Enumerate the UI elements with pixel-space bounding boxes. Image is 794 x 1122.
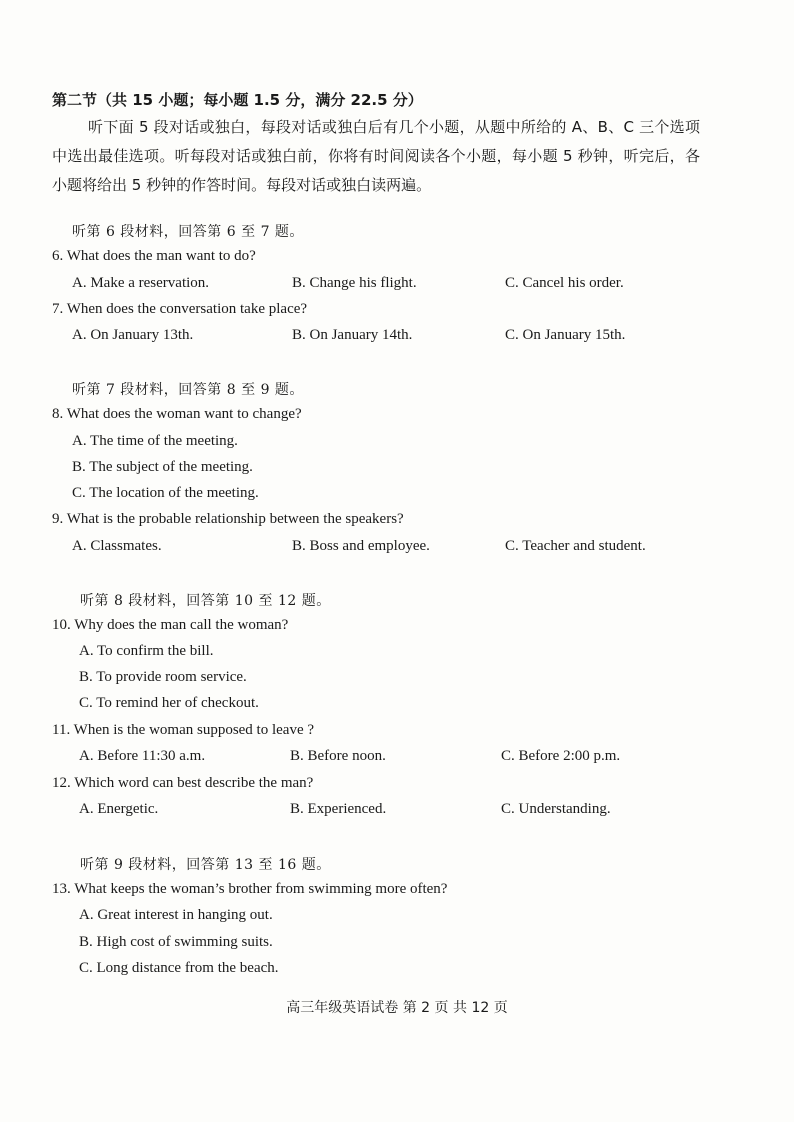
option-7b: B. On January 14th.	[292, 327, 413, 343]
question-10: 10. Why does the man call the woman?	[52, 617, 289, 633]
option-12a: A. Energetic.	[79, 801, 159, 817]
option-11c: C. Before 2:00 p.m.	[501, 748, 621, 764]
option-10c: C. To remind her of checkout.	[79, 695, 259, 711]
question-12: 12. Which word can best describe the man?	[52, 775, 314, 791]
option-8b: B. The subject of the meeting.	[72, 459, 253, 475]
option-10b: B. To provide room service.	[79, 669, 247, 685]
material-header: 听第 7 段材料，回答第 8 至 9 题。	[72, 382, 304, 398]
section-instructions: 听下面 5 段对话或独白，每段对话或独白后有几个小题，从题中所给的 A、B、C 三个选项中选出最佳选项。听每段对话或独白前，你将有时间阅读各个小题，每小题 5 秒钟，听完后，各小题将给出 5 秒钟的作答时间。每段对话或独白读两遍。	[52, 118, 700, 194]
material-header: 听第 6 段材料，回答第 6 至 7 题。	[72, 224, 304, 240]
option-6c: C. Cancel his order.	[505, 275, 624, 291]
option-11a: A. Before 11:30 a.m.	[79, 748, 206, 764]
option-8c: C. The location of the meeting.	[72, 485, 259, 501]
option-6a: A. Make a reservation.	[72, 275, 210, 291]
option-10a: A. To confirm the bill.	[79, 643, 214, 659]
option-7c: C. On January 15th.	[505, 327, 626, 343]
option-9c: C. Teacher and student.	[505, 538, 646, 554]
option-9a: A. Classmates.	[72, 538, 162, 554]
section-title: 第二节（共 15 小题；每小题 1.5 分，满分 22.5 分）	[52, 91, 423, 109]
option-12c: C. Understanding.	[501, 801, 611, 817]
option-13b: B. High cost of swimming suits.	[79, 934, 273, 950]
material-header: 听第 9 段材料，回答第 13 至 16 题。	[80, 857, 331, 873]
material-header: 听第 8 段材料，回答第 10 至 12 题。	[80, 593, 331, 609]
question-11: 11. When is the woman supposed to leave ?	[52, 722, 315, 738]
option-11b: B. Before noon.	[290, 748, 386, 764]
question-6: 6. What does the man want to do?	[52, 248, 256, 264]
option-7a: A. On January 13th.	[72, 327, 194, 343]
option-8a: A. The time of the meeting.	[72, 433, 238, 449]
page-footer: 高三年级英语试卷 第 2 页 共 12 页	[286, 1000, 508, 1016]
question-7: 7. When does the conversation take place?	[52, 301, 308, 317]
option-13a: A. Great interest in hanging out.	[79, 907, 273, 923]
question-9: 9. What is the probable relationship between the speakers?	[52, 511, 404, 527]
question-8: 8. What does the woman want to change?	[52, 406, 302, 422]
option-12b: B. Experienced.	[290, 801, 387, 817]
option-9b: B. Boss and employee.	[292, 538, 430, 554]
option-13c: C. Long distance from the beach.	[79, 960, 279, 976]
question-13: 13. What keeps the woman’s brother from swimming more often?	[52, 881, 448, 897]
option-6b: B. Change his flight.	[292, 275, 417, 291]
